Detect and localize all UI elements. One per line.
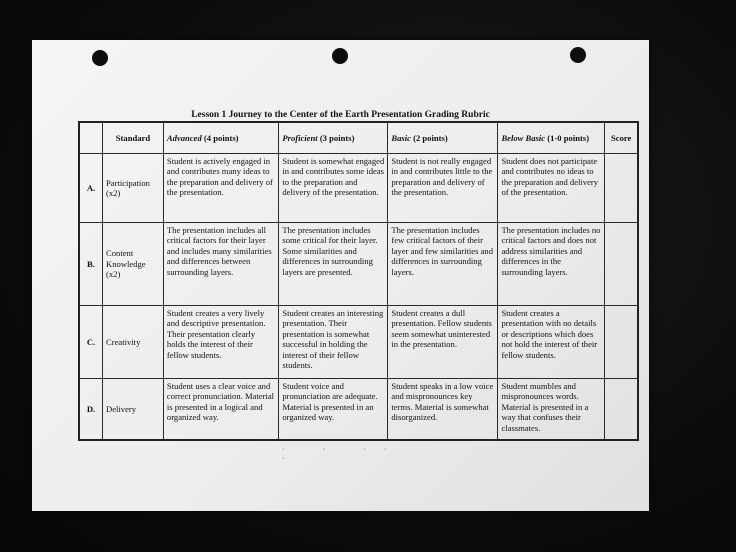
cell-score (605, 306, 638, 379)
cell-advanced: Student uses a clear voice and correct pronunciation. Material is presented in a logical and organized way. (163, 379, 278, 441)
row-letter: D. (79, 379, 103, 441)
header-basic-label: Basic (391, 132, 411, 143)
cell-advanced: The presentation includes all critical factors for their layer and includes many similarities and differences between surrounding layers. (163, 223, 278, 306)
cell-below-basic: Student creates a presentation with no details or descriptions which does not hold the interest of their fellow students. (498, 306, 605, 379)
rubric-table (78, 121, 639, 441)
cell-below-basic: Student does not participate and contributes no ideas to the preparation and delivery of the presentation. (498, 154, 605, 223)
row-letter: C. (79, 306, 103, 379)
cell-proficient: Student voice and pronunciation are adequate. Material is presented in an organized way. (279, 379, 388, 441)
header-below-basic-label: Below Basic (501, 132, 546, 143)
cell-proficient: The presentation includes some critical for their layer. Some similarities and differences in surrounding layers are presented. (279, 223, 388, 306)
cell-basic: Student is not really engaged in and contributes little to the preparation and delivery of the presentation. (388, 154, 498, 223)
header-row (79, 122, 638, 154)
row-standard: Participation (x2) (103, 154, 164, 223)
header-standard: Standard (103, 122, 164, 154)
row-standard: Content Knowledge (x2) (103, 223, 164, 306)
cell-proficient: Student creates an interesting presentation. Their presentation is somewhat successful in holding the interest of their fellow students. (279, 306, 388, 379)
header-advanced-points: (4 points) (201, 132, 239, 143)
cell-below-basic: Student mumbles and mispronounces words. Material is presented in a way that confuses their classmates. (498, 379, 605, 441)
header-below-basic-points: (1-0 points) (545, 132, 590, 143)
row-standard: Delivery (103, 379, 164, 441)
cell-score (605, 223, 638, 306)
cell-below-basic: The presentation includes no critical factors and does not address similarities and differences in the surrounding layers. (498, 223, 605, 306)
table-row (79, 154, 638, 223)
header-letter (79, 122, 103, 154)
header-score: Score (605, 122, 638, 154)
table-row (79, 306, 638, 379)
header-proficient-points: (3 points) (317, 132, 355, 143)
cell-advanced: Student creates a very lively and descriptive presentation. Their presentation clearly holds the interest of their fellow students. (163, 306, 278, 379)
punch-hole-right (570, 47, 586, 63)
punch-hole-center (332, 48, 348, 64)
rubric-title: Lesson 1 Journey to the Center of the Earth Presentation Grading Rubric (191, 110, 490, 120)
cell-score (605, 154, 638, 223)
row-letter: A. (79, 154, 103, 223)
punch-hole-left (92, 50, 108, 66)
cell-basic: Student creates a dull presentation. Fellow students seem somewhat uninterested in the presentation. (388, 306, 498, 379)
header-proficient (279, 122, 388, 154)
table-row (79, 379, 638, 441)
paper-specks: · · ·· · (282, 445, 405, 463)
cell-proficient: Student is somewhat engaged in and contributes some ideas to the preparation and delivery of the presentation. (279, 154, 388, 223)
header-below-basic (498, 122, 605, 154)
header-advanced-label: Advanced (166, 132, 202, 143)
row-standard: Creativity (103, 306, 164, 379)
header-basic (388, 122, 498, 154)
cell-basic: Student speaks in a low voice and mispronounces key terms. Material is somewhat disorganized. (388, 379, 498, 441)
row-letter: B. (79, 223, 103, 306)
rubric-paper (32, 40, 649, 511)
header-basic-points: (2 points) (410, 132, 448, 143)
cell-advanced: Student is actively engaged in and contributes many ideas to the preparation and delivery of the presentation. (163, 154, 278, 223)
cell-basic: The presentation includes few critical factors of their layer and few similarities and differences in surrounding layers. (388, 223, 498, 306)
header-advanced (163, 122, 278, 154)
header-proficient-label: Proficient (282, 132, 318, 143)
cell-score (605, 379, 638, 441)
table-row (79, 223, 638, 306)
